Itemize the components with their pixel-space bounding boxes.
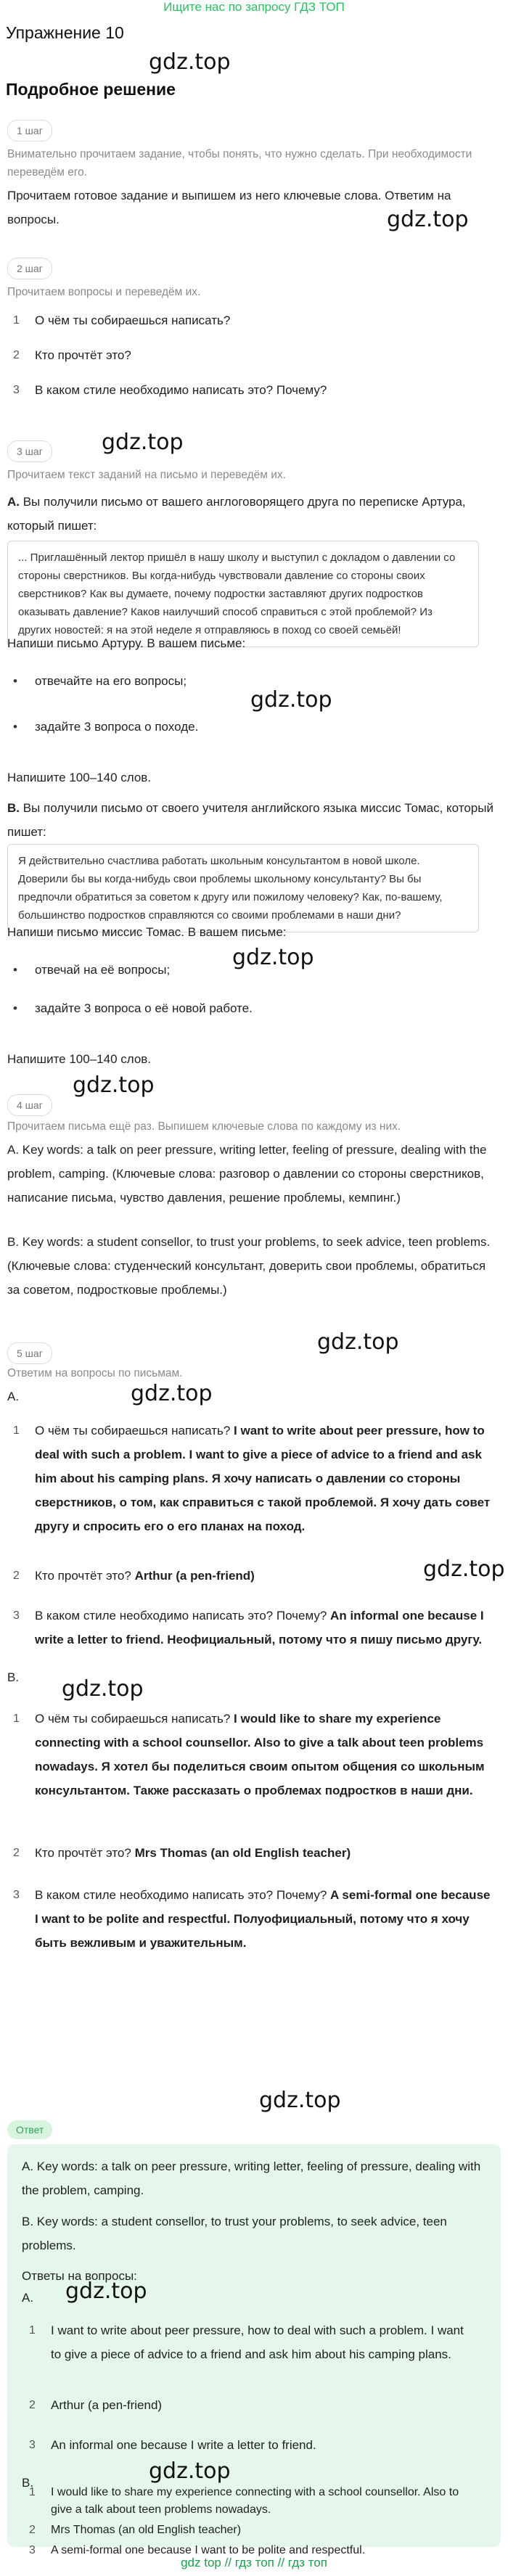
list-item: 3 An informal one because I write a letter to friend. xyxy=(29,2438,316,2452)
step4-hint: Прочитаем письма ещё раз. Выпишем ключевые слова по каждому из них. xyxy=(7,1120,401,1133)
step-badge-1: 1 шаг xyxy=(7,120,52,141)
keywords-b: B. Key words: a student consellor, to trust your problems, to seek advice, teen problems. (Ключевые слова: студенческий консультант, доверить свои проблемы, обратиться за советом, подростковые проблемы.) xyxy=(7,1235,491,1297)
watermark: gdz.top xyxy=(102,430,184,455)
list-item: 1 О чём ты собираешься написать? I want to write about peer pressure, how to deal with such a problem. I want to give a piece of advice to a friend and ask him about his camping plans. Я хочу написать о давлении со стороны сверстников, о том, как справиться с такой проблемой. Я хочу дать совет другу и спросить его о его планах на поход. xyxy=(13,1424,491,1533)
watermark: gdz.top xyxy=(149,49,231,75)
letter-a-intro: А. Вы получили письмо от вашего англоговорящего друга по переписке Артура, который пишет: xyxy=(7,495,466,533)
step1-hint: Внимательно прочитаем задание, чтобы понять, что нужно сделать. При необходимости переведём его. xyxy=(7,148,472,179)
watermark: gdz.top xyxy=(62,1676,144,1702)
top-banner[interactable]: Ищите нас по запросу ГДЗ ТОП xyxy=(163,0,345,14)
step3-hint: Прочитаем текст заданий на письмо и переведём их. xyxy=(7,469,286,481)
watermark: gdz.top xyxy=(149,2458,231,2484)
list-item: • отвечайте на его вопросы; xyxy=(13,669,187,693)
watermark: gdz.top xyxy=(387,207,469,232)
answer-section-b-label: B. xyxy=(22,2476,34,2490)
list-item: 2 Mrs Thomas (an old English teacher) xyxy=(29,2524,242,2536)
watermark: gdz.top xyxy=(65,2278,147,2304)
answer-badge: Ответ xyxy=(7,2120,52,2139)
step-badge-4: 4 шаг xyxy=(7,1094,52,1116)
section-b-label: B. xyxy=(7,1670,20,1684)
answer-keywords-b: B. Key words: a student consellor, to trust your problems, to seek advice, teen problems. xyxy=(22,2215,447,2252)
list-item: 2 Кто прочтёт это? Mrs Thomas (an old English teacher) xyxy=(13,1846,351,1860)
watermark: gdz.top xyxy=(232,945,314,970)
step-badge-2: 2 шаг xyxy=(7,258,52,279)
step5-hint: Ответим на вопросы по письмам. xyxy=(7,1367,183,1379)
list-item: 1 I would like to share my experience connecting with a school counsellor. Also to give a talk about teen problems nowadays. xyxy=(29,2486,459,2516)
keywords-a: A. Key words: a talk on peer pressure, writing letter, feeling of pressure, dealing with the problem, camping. (Ключевые слова: разговор о давлении со стороны сверстников, написание письма, чувство давления, решение проблемы, кемпинг.) xyxy=(7,1143,487,1205)
section-a-label: А. xyxy=(7,1390,20,1403)
footer-links[interactable]: gdz top // гдз топ // гдз топ xyxy=(181,2556,327,2569)
list-item: 1 О чём ты собираешься написать? I would like to share my experience connecting with a school counsellor. Also to give a talk about teen problems nowadays. Я хотел бы поделиться своим опытом общения со школьным консультантом. Также рассказать о проблемах подростков в наши дни. xyxy=(13,1712,485,1797)
step2-hint: Прочитаем вопросы и переведём их. xyxy=(7,286,201,298)
list-item: • отвечай на её вопросы; xyxy=(13,958,170,982)
list-item: 3 В каком стиле необходимо написать это? Почему? xyxy=(13,383,327,397)
list-item: 3 В каком стиле необходимо написать это? Почему? An informal one because I write a letter to friend. Неофициальный, потому что я пишу письмо другу. xyxy=(13,1609,484,1646)
answer-section-a-label: А. xyxy=(22,2291,34,2305)
watermark: gdz.top xyxy=(73,1072,155,1098)
list-item: 2 Arthur (a pen-friend) xyxy=(29,2398,163,2412)
letter-a-quote: ... Приглашённый лектор пришёл в нашу школу и выступил с докладом о давлении со стороны сверстников. Вы когда-нибудь чувствовали давление со стороны своих сверстников? Как вы думаете, почему подростки заставляют других подростков оказывать давление? Каков наилучший способ справиться с этой проблемой? Из других новостей: я на этой неделе я отправляюсь в поход со своей семьёй! xyxy=(7,541,479,647)
watermark: gdz.top xyxy=(259,2088,341,2113)
list-item: • задайте 3 вопроса о её новой работе. xyxy=(13,996,253,1020)
step-badge-5: 5 шаг xyxy=(7,1342,52,1364)
answer-keywords-a: A. Key words: a talk on peer pressure, writing letter, feeling of pressure, dealing with the problem, camping. xyxy=(22,2159,481,2197)
letter-b-quote: Я действительно счастлива работать школьным консультантом в новой школе. Доверили бы вы когда-нибудь свои проблемы школьному консультанту? Вы бы предпочли обратиться за советом к другу или пожилому человеку? Как, по-вашему, большинство подростков справляются со своими проблемами в наши дни? xyxy=(7,844,479,932)
step1-text: Прочитаем готовое задание и выпишем из него ключевые слова. Ответим на вопросы. xyxy=(7,189,451,226)
watermark: gdz.top xyxy=(131,1381,213,1406)
answers-title: Ответы на вопросы: xyxy=(22,2269,137,2283)
watermark: gdz.top xyxy=(317,1329,399,1355)
page-title: Упражнение 10 xyxy=(6,23,124,42)
letter-b-words: Напишите 100–140 слов. xyxy=(7,1052,152,1066)
list-item: 3 A semi-formal one because I want to be polite and respectful. xyxy=(29,2544,366,2556)
letter-b-intro: В. Вы получили письмо от своего учителя английского языка миссис Томас, который пишет: xyxy=(7,801,493,839)
letter-a-task: Напиши письмо Артуру. В вашем письме: xyxy=(7,636,246,650)
step-badge-3: 3 шаг xyxy=(7,440,52,462)
watermark: gdz.top xyxy=(423,1556,505,1582)
list-item: 1 I want to write about peer pressure, how to deal with such a problem. I want to give a piece of advice to a friend and ask him about his camping plans. xyxy=(29,2323,464,2361)
answer-box xyxy=(7,2144,501,2556)
list-item: 2 Кто прочтёт это? xyxy=(13,348,131,362)
solution-heading: Подробное решение xyxy=(6,80,176,99)
letter-a-words: Напишите 100–140 слов. xyxy=(7,771,152,784)
list-item: • задайте 3 вопроса о походе. xyxy=(13,715,198,739)
list-item: 2 Кто прочтёт это? Arthur (a pen-friend) xyxy=(13,1569,255,1583)
letter-b-task: Напиши письмо миссис Томас. В вашем письме: xyxy=(7,925,287,939)
watermark: gdz.top xyxy=(250,687,332,713)
list-item: 1 О чём ты собираешься написать? xyxy=(13,313,231,327)
list-item: 3 В каком стиле необходимо написать это? Почему? A semi-formal one because I want to be polite and respectful. Полуофициальный, потому что я хочу быть вежливым и уважительным. xyxy=(13,1888,491,1950)
